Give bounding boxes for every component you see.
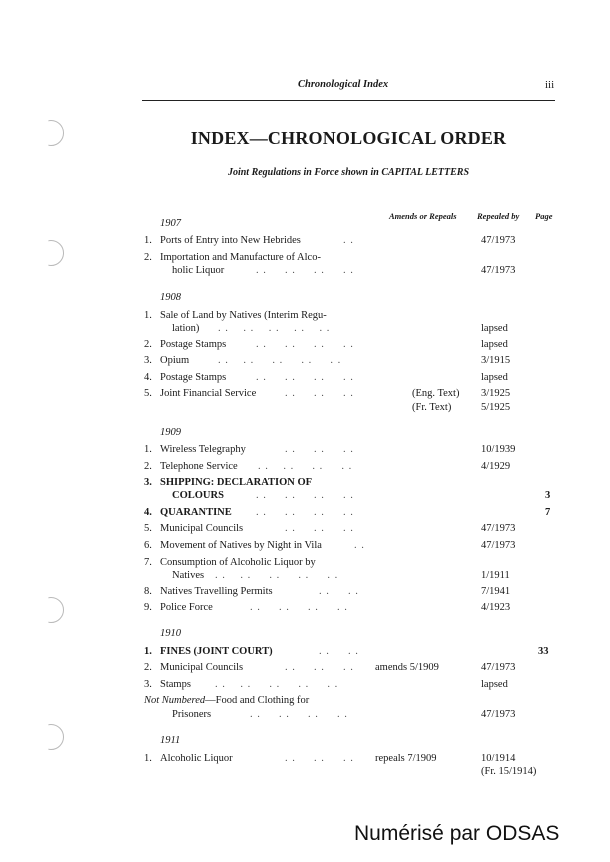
repealed-by: 47/1973 [481, 662, 516, 673]
entry-number: 2. [144, 662, 152, 673]
entry-title-line: —Food and Clothing for [205, 695, 310, 706]
page-subtitle: Joint Regulations in Force shown in CAPITAL LETTERS [227, 167, 470, 178]
year-heading: 1908 [160, 292, 181, 303]
year-heading: 1909 [160, 427, 181, 438]
binder-hole [38, 120, 64, 146]
entry-number: 9. [144, 602, 152, 613]
repealed-by: 10/1939 [481, 444, 516, 455]
running-title: Chronological Index [298, 79, 389, 90]
repealed-by: lapsed [481, 679, 508, 690]
leader-dots: . . . . . . . . [250, 602, 348, 613]
amends-or-repeals: amends 5/1909 [375, 662, 439, 673]
entry-number: 2. [144, 339, 152, 350]
entry-title: Telephone Service [160, 461, 238, 472]
entry-number: 6. [144, 540, 152, 551]
entry-number: 1. [144, 310, 152, 321]
entry-title-continued: Prisoners [172, 709, 212, 720]
leader-dots: . . . . [319, 646, 359, 657]
entry-title-continued: holic Liquor [172, 265, 225, 276]
entry-title-continued: lation) [172, 323, 200, 334]
leader-dots: . . . . . . [285, 388, 354, 399]
entry-number: 1. [144, 235, 152, 246]
entry-title: Natives Travelling Permits [160, 586, 273, 597]
column-header-repealed: Repealed by [477, 211, 520, 221]
entry-title: QUARANTINE [160, 507, 232, 518]
repealed-by: lapsed [481, 323, 508, 334]
column-header-amends: Amends or Repeals [389, 211, 457, 221]
leader-dots: . . . . . . . . [256, 339, 354, 350]
leader-dots: . . . . [319, 586, 359, 597]
repealed-by: 47/1973 [481, 540, 516, 551]
entry-number: 3. [144, 477, 152, 488]
entry-title [160, 310, 366, 321]
leader-dots: . . . . . . . . . . [215, 570, 339, 581]
leader-dots: . . . . . . . . [256, 265, 354, 276]
leader-dots: . . . . . . . . [256, 372, 354, 383]
entry-number: 1. [144, 646, 152, 657]
entry-title: Wireless Telegraphy [160, 444, 246, 455]
year-heading: 1907 [160, 218, 181, 229]
page-title: INDEX—CHRONOLOGICAL ORDER [190, 128, 507, 148]
entry-title-continued: COLOURS [172, 490, 224, 501]
year-heading: 1910 [160, 628, 181, 639]
repealed-by: 47/1973 [481, 265, 516, 276]
repealed-by: 47/1973 [481, 523, 516, 534]
column-header-page: Page [535, 211, 553, 221]
amends-or-repeals: (Eng. Text) [412, 388, 460, 399]
header-rule [142, 100, 555, 101]
repealed-by: 47/1973 [481, 235, 516, 246]
year-heading: 1911 [160, 735, 181, 746]
entry-title [144, 695, 366, 706]
repealed-by: 7/1941 [481, 586, 511, 597]
repealed-by: lapsed [481, 339, 508, 350]
repealed-by: (Fr. 15/1914) [481, 766, 537, 777]
not-numbered-label: Not Numbered [144, 695, 206, 706]
page-reference: 3 [545, 490, 551, 501]
binder-hole [38, 597, 64, 623]
leader-dots: . . . . . . [285, 523, 354, 534]
leader-dots: . . . . . . [285, 662, 354, 673]
leader-dots: . . . . . . . . . . [218, 355, 342, 366]
leader-dots: . . . . . . . . . . [218, 323, 331, 334]
entry-title: Police Force [160, 602, 213, 613]
leader-dots: . . [354, 540, 365, 551]
entry-title: Postage Stamps [160, 339, 227, 350]
repealed-by: 1/1911 [481, 570, 510, 581]
entry-title: Ports of Entry into New Hebrides [160, 235, 301, 246]
entry-title: Alcoholic Liquor [160, 753, 233, 764]
leader-dots: . . . . . . . . . . [215, 679, 339, 690]
leader-dots: . . . . . . [285, 753, 354, 764]
leader-dots: . . . . . . . . [250, 709, 348, 720]
amends-or-repeals: repeals 7/1909 [375, 753, 437, 764]
entry-title-continued: Natives [172, 570, 205, 581]
leader-dots: . . [343, 235, 354, 246]
page-number: iii [545, 79, 555, 91]
repealed-by: 10/1914 [481, 753, 516, 764]
entry-title [160, 252, 366, 263]
entry-title: Municipal Councils [160, 662, 244, 673]
repealed-by: 3/1925 [481, 388, 511, 399]
entry-number: 7. [144, 557, 152, 568]
entry-number: 1. [144, 753, 152, 764]
entry-title: Postage Stamps [160, 372, 227, 383]
repealed-by: 3/1915 [481, 355, 511, 366]
entry-number: 3. [144, 355, 152, 366]
repealed-by: 4/1923 [481, 602, 511, 613]
entry-title: SHIPPING: DECLARATION OF [160, 477, 313, 488]
entry-title-line: Sale of Land by Natives (Interim Regu- [160, 310, 327, 321]
repealed-by: 47/1973 [481, 709, 516, 720]
entry-title: Municipal Councils [160, 523, 244, 534]
entry-title [160, 557, 366, 568]
entry-number: 4. [144, 507, 152, 518]
entry-number: 5. [144, 388, 152, 399]
entry-title-line: Consumption of Alcoholic Liquor by [160, 557, 316, 568]
entry-title: Joint Financial Service [160, 388, 257, 399]
entry-title: Stamps [160, 679, 191, 690]
repealed-by: lapsed [481, 372, 508, 383]
leader-dots: . . . . . . . . [256, 490, 354, 501]
page-reference: 7 [545, 507, 551, 518]
entry-title: Movement of Natives by Night in Vila [160, 540, 322, 551]
leader-dots: . . . . . . . . [256, 507, 354, 518]
entry-number: 4. [144, 372, 152, 383]
leader-dots: . . . . . . . . [258, 461, 353, 472]
entry-number: 8. [144, 586, 152, 597]
entry-number: 3. [144, 679, 152, 690]
entry-title-line: Importation and Manufacture of Alco- [160, 252, 321, 263]
entry-number: 2. [144, 252, 152, 263]
repealed-by: 4/1929 [481, 461, 511, 472]
entry-number: 1. [144, 444, 152, 455]
amends-or-repeals: (Fr. Text) [412, 402, 452, 413]
entry-title: Opium [160, 355, 190, 366]
leader-dots: . . . . . . [285, 444, 354, 455]
page-reference: 33 [538, 646, 549, 657]
binder-hole [38, 724, 64, 750]
repealed-by: 5/1925 [481, 402, 511, 413]
digitization-watermark: Numérisé par ODSAS [354, 822, 560, 845]
entry-number: 5. [144, 523, 152, 534]
entry-number: 2. [144, 461, 152, 472]
entry-title: FINES (JOINT COURT) [160, 646, 273, 657]
binder-hole [38, 240, 64, 266]
